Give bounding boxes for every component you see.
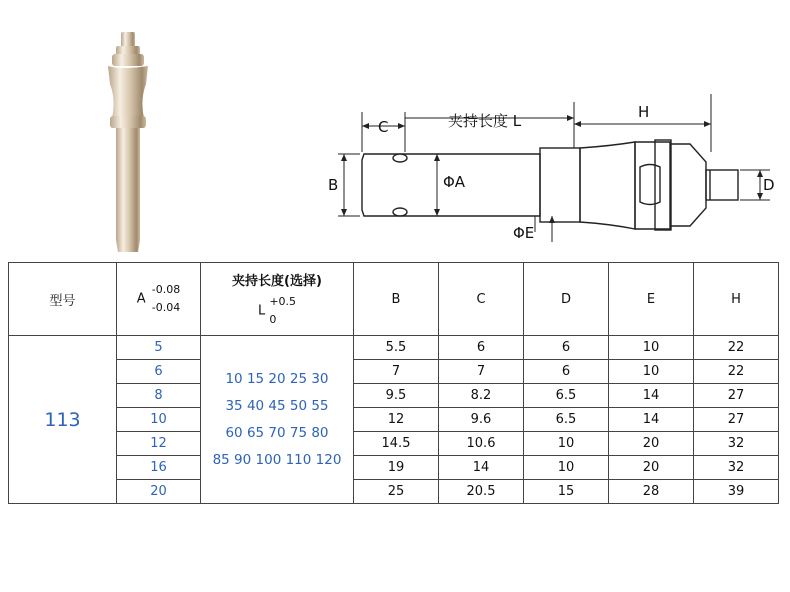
cell-B: 19 xyxy=(354,456,439,480)
cell-A: 6 xyxy=(117,360,201,384)
length-line: 35 40 45 50 55 xyxy=(225,397,329,414)
cell-H: 27 xyxy=(694,384,779,408)
table-row xyxy=(9,432,779,456)
technical-drawing xyxy=(330,92,790,252)
cell-D: 6 xyxy=(524,360,609,384)
cell-H: 32 xyxy=(694,456,779,480)
table-row xyxy=(9,360,779,384)
cell-C: 14 xyxy=(439,456,524,480)
dim-H-label: H xyxy=(638,103,650,121)
cell-E: 10 xyxy=(609,360,694,384)
cell-E: 14 xyxy=(609,408,694,432)
dim-clamp-length-label: 夹持长度 L xyxy=(448,112,522,130)
cell-H: 22 xyxy=(694,360,779,384)
cell-E: 10 xyxy=(609,336,694,360)
header-model: 型号 xyxy=(9,263,117,336)
header-clamp-title: 夹持长度(选择) xyxy=(232,273,322,289)
length-line: 10 15 20 25 30 xyxy=(225,370,329,387)
cell-E: 28 xyxy=(609,480,694,504)
cell-C: 10.6 xyxy=(439,432,524,456)
dim-phiA-label: ΦA xyxy=(443,173,466,191)
cell-C: 7 xyxy=(439,360,524,384)
cell-A: 8 xyxy=(117,384,201,408)
clamp-length-options xyxy=(201,336,354,504)
cell-A: 5 xyxy=(117,336,201,360)
spec-table xyxy=(8,262,779,504)
cell-A: 20 xyxy=(117,480,201,504)
header-E: E xyxy=(609,263,694,336)
cell-B: 14.5 xyxy=(354,432,439,456)
header-A xyxy=(117,263,201,336)
table-row xyxy=(9,336,779,360)
table-row xyxy=(9,480,779,504)
header-a-label: A xyxy=(136,291,146,307)
cell-C: 6 xyxy=(439,336,524,360)
cell-B: 9.5 xyxy=(354,384,439,408)
product-photo xyxy=(92,30,162,255)
cell-D: 10 xyxy=(524,432,609,456)
dim-phiE-label: ΦE xyxy=(513,224,535,242)
table-row xyxy=(9,384,779,408)
length-line: 60 65 70 75 80 xyxy=(225,424,329,441)
header-a-tol-lower: -0.04 xyxy=(151,301,181,314)
dim-D-label: D xyxy=(763,176,775,194)
cell-E: 20 xyxy=(609,456,694,480)
cell-B: 7 xyxy=(354,360,439,384)
cell-D: 6.5 xyxy=(524,408,609,432)
cell-B: 12 xyxy=(354,408,439,432)
dim-C-label: C xyxy=(378,118,389,136)
cell-B: 5.5 xyxy=(354,336,439,360)
header-l-label: L xyxy=(257,303,266,318)
header-D: D xyxy=(524,263,609,336)
header-C: C xyxy=(439,263,524,336)
cell-E: 20 xyxy=(609,432,694,456)
table-row xyxy=(9,456,779,480)
cell-D: 6 xyxy=(524,336,609,360)
header-l-tol-upper: +0.5 xyxy=(269,294,297,308)
header-H: H xyxy=(694,263,779,336)
cell-C: 8.2 xyxy=(439,384,524,408)
cell-H: 22 xyxy=(694,336,779,360)
header-row xyxy=(9,263,779,336)
header-B: B xyxy=(354,263,439,336)
header-a-tol-upper: -0.08 xyxy=(151,283,181,296)
dim-B-label: B xyxy=(328,176,339,194)
cell-A: 10 xyxy=(117,408,201,432)
cell-H: 27 xyxy=(694,408,779,432)
cell-A: 12 xyxy=(117,432,201,456)
header-l-tol-lower: 0 xyxy=(269,312,277,326)
cell-C: 20.5 xyxy=(439,480,524,504)
table-row xyxy=(9,408,779,432)
cell-D: 15 xyxy=(524,480,609,504)
cell-C: 9.6 xyxy=(439,408,524,432)
cell-D: 10 xyxy=(524,456,609,480)
cell-A: 16 xyxy=(117,456,201,480)
model-cell: 113 xyxy=(9,336,117,504)
cell-D: 6.5 xyxy=(524,384,609,408)
header-clamp-length xyxy=(201,263,354,336)
length-line: 85 90 100 110 120 xyxy=(212,451,342,468)
cell-H: 32 xyxy=(694,432,779,456)
cell-E: 14 xyxy=(609,384,694,408)
cell-H: 39 xyxy=(694,480,779,504)
cell-B: 25 xyxy=(354,480,439,504)
